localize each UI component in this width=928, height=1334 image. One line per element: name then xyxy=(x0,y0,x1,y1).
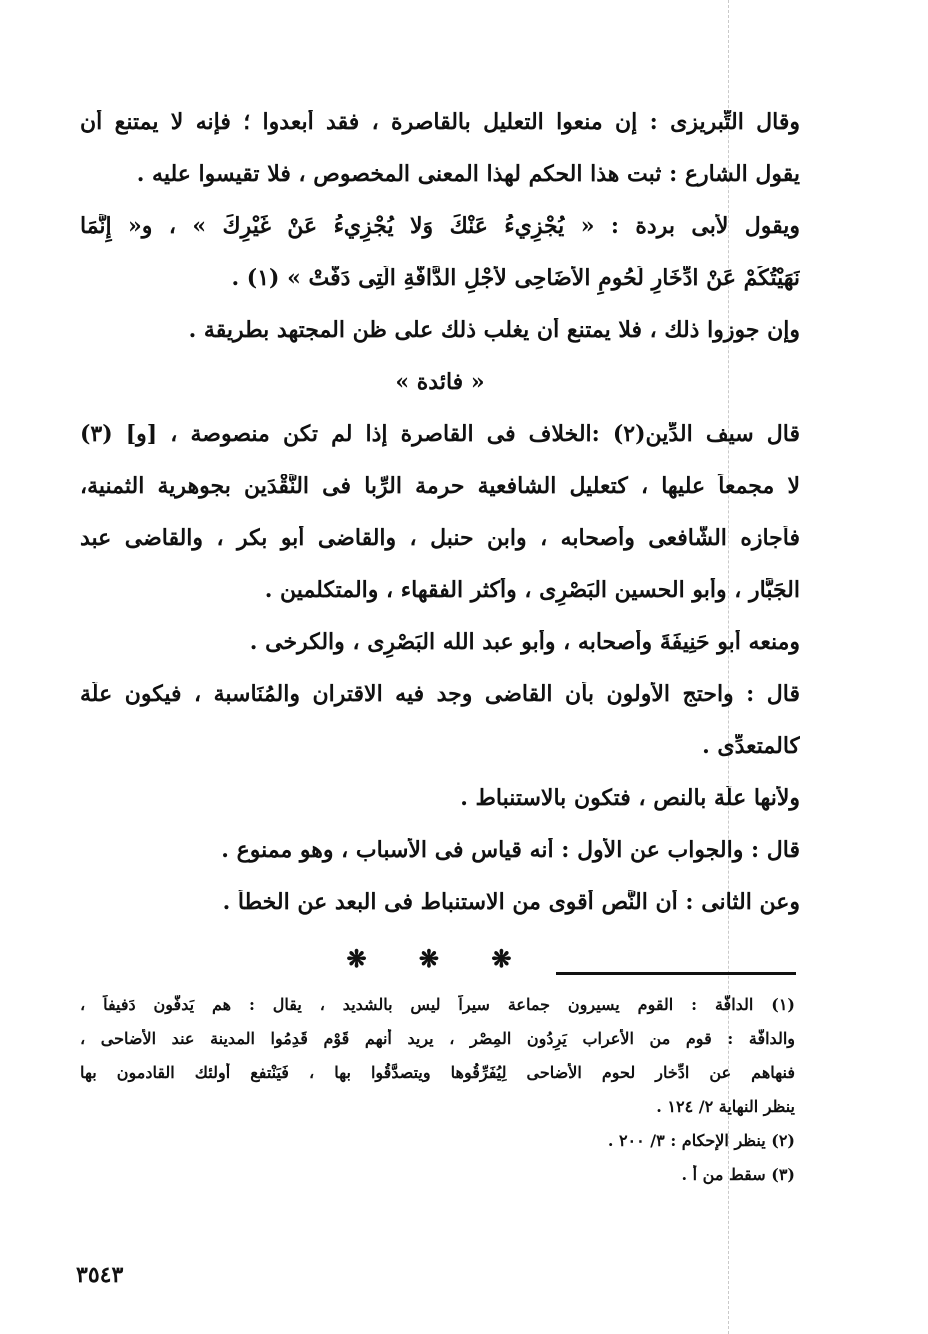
footnote-line: ينظر النهاية ٢/ ١٢٤ . xyxy=(656,1097,795,1116)
footnote-line: (١) الدافَّة : القوم يسيرون جماعة سيراً ليس بالشديد ، يقال : هم يَدفُّون دَفيفاً ، xyxy=(80,995,795,1014)
text-line: نَهَيْتُكُمْ عَنْ ادِّخَارِ لُحُومِ الأَضَاحِى لأَجْلِ الدَّافَّةِ الَّتِى دَفَّتْ » (١) . xyxy=(231,266,800,291)
section-heading: « فائدة » xyxy=(395,369,485,395)
text-line: قال سيف الدِّين(٢) :الخلاف فى القاصرة إذا لم تكن منصوصة ، [و] (٣) xyxy=(80,422,800,447)
text-line: ولأنها علّة بالنص ، فتكون بالاستنباط . xyxy=(460,786,800,811)
text-line: كالمتعدِّى . xyxy=(702,734,800,759)
asterism-separator: ❋ ❋ ❋ xyxy=(346,944,534,973)
page-number: ٣٥٤٣ xyxy=(76,1262,124,1288)
text-line: لا مجمعاً عليها ، كتعليل الشافعية حرمة الرِّبا فى النَّقْدَين بجوهرية الثمنية، xyxy=(80,474,800,499)
footnote-line: (٣) سقط من أ . xyxy=(681,1165,795,1184)
footnote-divider xyxy=(556,972,796,975)
footnote-line: فنهاهم عن ادِّخار لحوم الأضاحى لِيُفَرِّقُوها ويتصدَّقُوا بها ، فَيَنْتفع أولئك القادمون بها xyxy=(80,1063,795,1082)
footnotes-block xyxy=(80,995,795,1199)
text-line: الجَبَّار ، وأبو الحسين البَصْرِى ، وأكثر الفقهاء ، والمتكلمين . xyxy=(264,578,800,603)
footnote-line: (٢) ينظر الإحكام : ٣/ ٢٠٠ . xyxy=(607,1131,795,1150)
text-line: ويقول لأبى بردة : « يُجْزِيءُ عَنْكَ وَلا يُجْزِيءُ عَنْ غَيْرِكَ » ، و« إِنَّمَا xyxy=(80,214,800,239)
text-line: قال : والجواب عن الأول : أنه قياس فى الأسباب ، وهو ممنوع . xyxy=(221,838,800,863)
text-line: فأجازه الشَّافعى وأصحابه ، وابن حنبل ، والقاضى أبو بكر ، والقاضى عبد xyxy=(80,526,800,551)
text-line: وقال التِّبريزى : إن منعوا التعليل بالقاصرة ، فقد أبعدوا ؛ فإنه لا يمتنع أن xyxy=(80,110,800,135)
footnote-line: والدافَّة : قوم من الأعراب يَرِدُون المِصْر ، يريد أنهم قَوْم قَدِمُوا المدينة عند الأضاحى ، xyxy=(80,1029,795,1048)
text-line: يقول الشارع : ثبت هذا الحكم لهذا المعنى المخصوص ، فلا تقيسوا عليه . xyxy=(136,162,800,187)
text-line: ومنعه أبو حَنِيفَةَ وأصحابه ، وأبو عبد الله البَصْرِى ، والكرخى . xyxy=(249,630,800,655)
text-line: قال : واحتج الأولون بأن القاضى وجد فيه الاقتران والمُنَاسبة ، فيكون علّة xyxy=(80,682,800,707)
text-line: وعن الثانى : أن النَّص أقوى من الاستنباط فى البعد عن الخطأ . xyxy=(222,890,800,915)
text-line: وإن جوزوا ذلك ، فلا يمتنع أن يغلب ذلك على ظن المجتهد بطريقة . xyxy=(188,318,800,343)
main-text-block xyxy=(80,110,800,998)
